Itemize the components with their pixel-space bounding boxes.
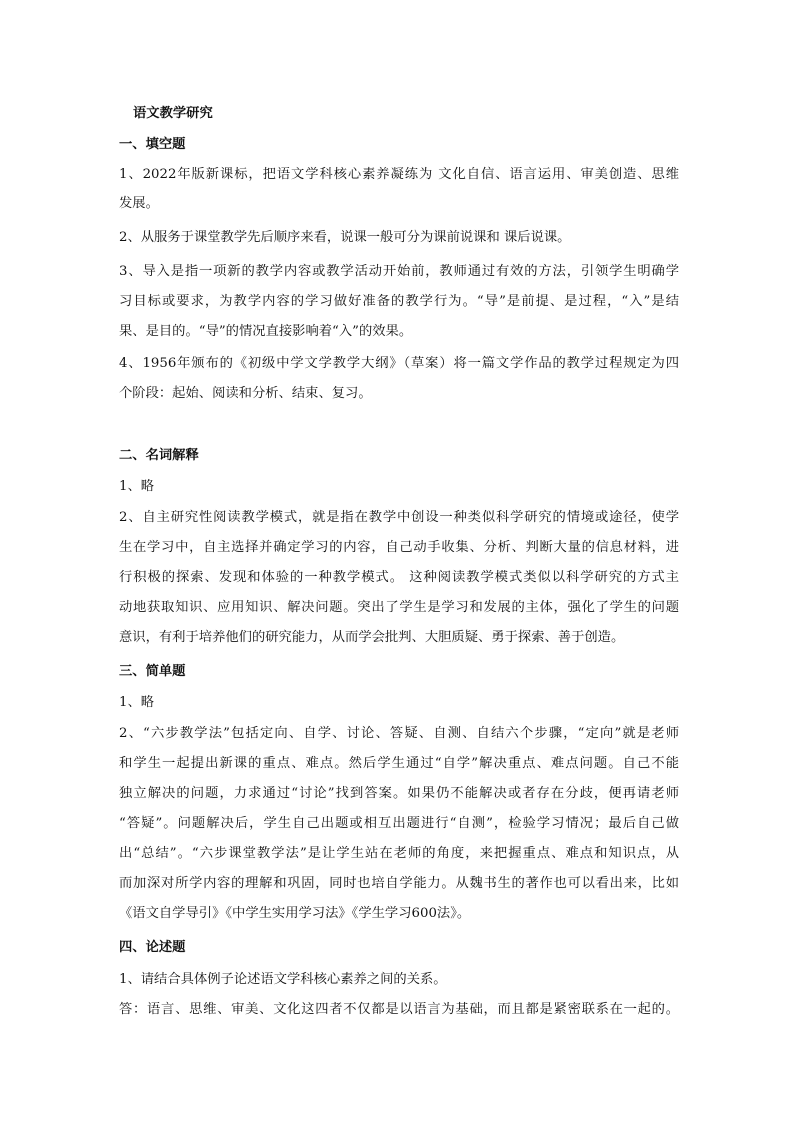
paragraph-line: 2、从服务于课堂教学先后顺序来看，说课一般可分为课前说课和 课后说课。 [119,230,571,245]
paragraph-line: 习目标或要求，为教学内容的学习做好准备的教学行为。“导”是前提、是过程，“入”是结 [119,294,679,309]
paragraph-line: 个阶段：起始、阅读和分析、结束、复习。 [119,386,372,401]
paragraph-line: 意识，有利于培养他们的研究能力，从而学会批判、大胆质疑、勇于探索、善于创造。 [119,630,625,645]
paragraph-line: 《语文自学导引》《中学生实用学习法》《学生学习600法》。 [119,906,471,921]
section-heading-term-explanation: 二、名词解释 [119,448,199,463]
paragraph-line: 而加深对所学内容的理解和巩固，同时也培自学能力。从魏书生的著作也可以看出来，比如 [119,876,679,891]
paragraph-line: 1、请结合具体例子论述语文学科核心素养之间的关系。 [119,972,447,987]
paragraph-line: 4、1956年颁布的《初级中学文学教学大纲》（草案）将一篇文学作品的教学过程规定为四 [119,356,679,371]
document-title: 语文教学研究 [133,106,213,121]
section-heading-fill-blank: 一、填空题 [119,137,186,152]
paragraph-line: “答疑”。问题解决后，学生自己出题或相互出题进行“自测”，检验学习情况；最后自己做 [119,816,679,831]
paragraph-line: 2、自主研究性阅读教学模式，就是指在教学中创设一种类似科学研究的情境或途径，使学 [119,510,679,525]
paragraph-line: 3、导入是指一项新的教学内容或教学活动开始前，教师通过有效的方法，引领学生明确学 [119,264,679,279]
paragraph-line: 和学生一起提出新课的重点、难点。然后学生通过“自学”解决重点、难点问题。自己不能 [119,756,679,771]
paragraph-line: 生在学习中，自主选择并确定学习的内容，自己动手收集、分析、判断大量的信息材料，进 [119,540,679,555]
paragraph-line: 独立解决的问题，力求通过“讨论”找到答案。如果仍不能解决或者存在分歧，便再请老师 [119,786,679,801]
paragraph-line: 2、“六步教学法”包括定向、自学、讨论、答疑、自测、自结六个步骤，“定向”就是老师 [119,726,679,741]
paragraph-line: 出“总结”。“六步课堂教学法”是让学生站在老师的角度，来把握重点、难点和知识点，从 [119,846,679,861]
paragraph-line: 动地获取知识、应用知识、解决问题。突出了学生是学习和发展的主体，强化了学生的问题 [119,600,679,615]
paragraph-line: 果、是目的。“导”的情况直接影响着“入”的效果。 [119,324,413,339]
paragraph-line: 行积极的探索、发现和体验的一种教学模式。 这种阅读教学模式类似以科学研究的方式主 [119,570,679,585]
section-heading-short-answer: 三、简单题 [119,664,186,679]
paragraph-line: 1、略 [119,695,155,710]
paragraph-line: 1、略 [119,479,155,494]
paragraph-line: 答：语言、思维、审美、文化这四者不仅都是以语言为基础，而且都是紧密联系在一起的。 [119,1002,679,1017]
section-heading-essay: 四、论述题 [119,940,186,955]
paragraph-line: 发展。 [119,196,159,211]
paragraph-line: 1、2022年版新课标，把语文学科核心素养凝练为 文化自信、语言运用、审美创造、思维 [119,167,679,182]
